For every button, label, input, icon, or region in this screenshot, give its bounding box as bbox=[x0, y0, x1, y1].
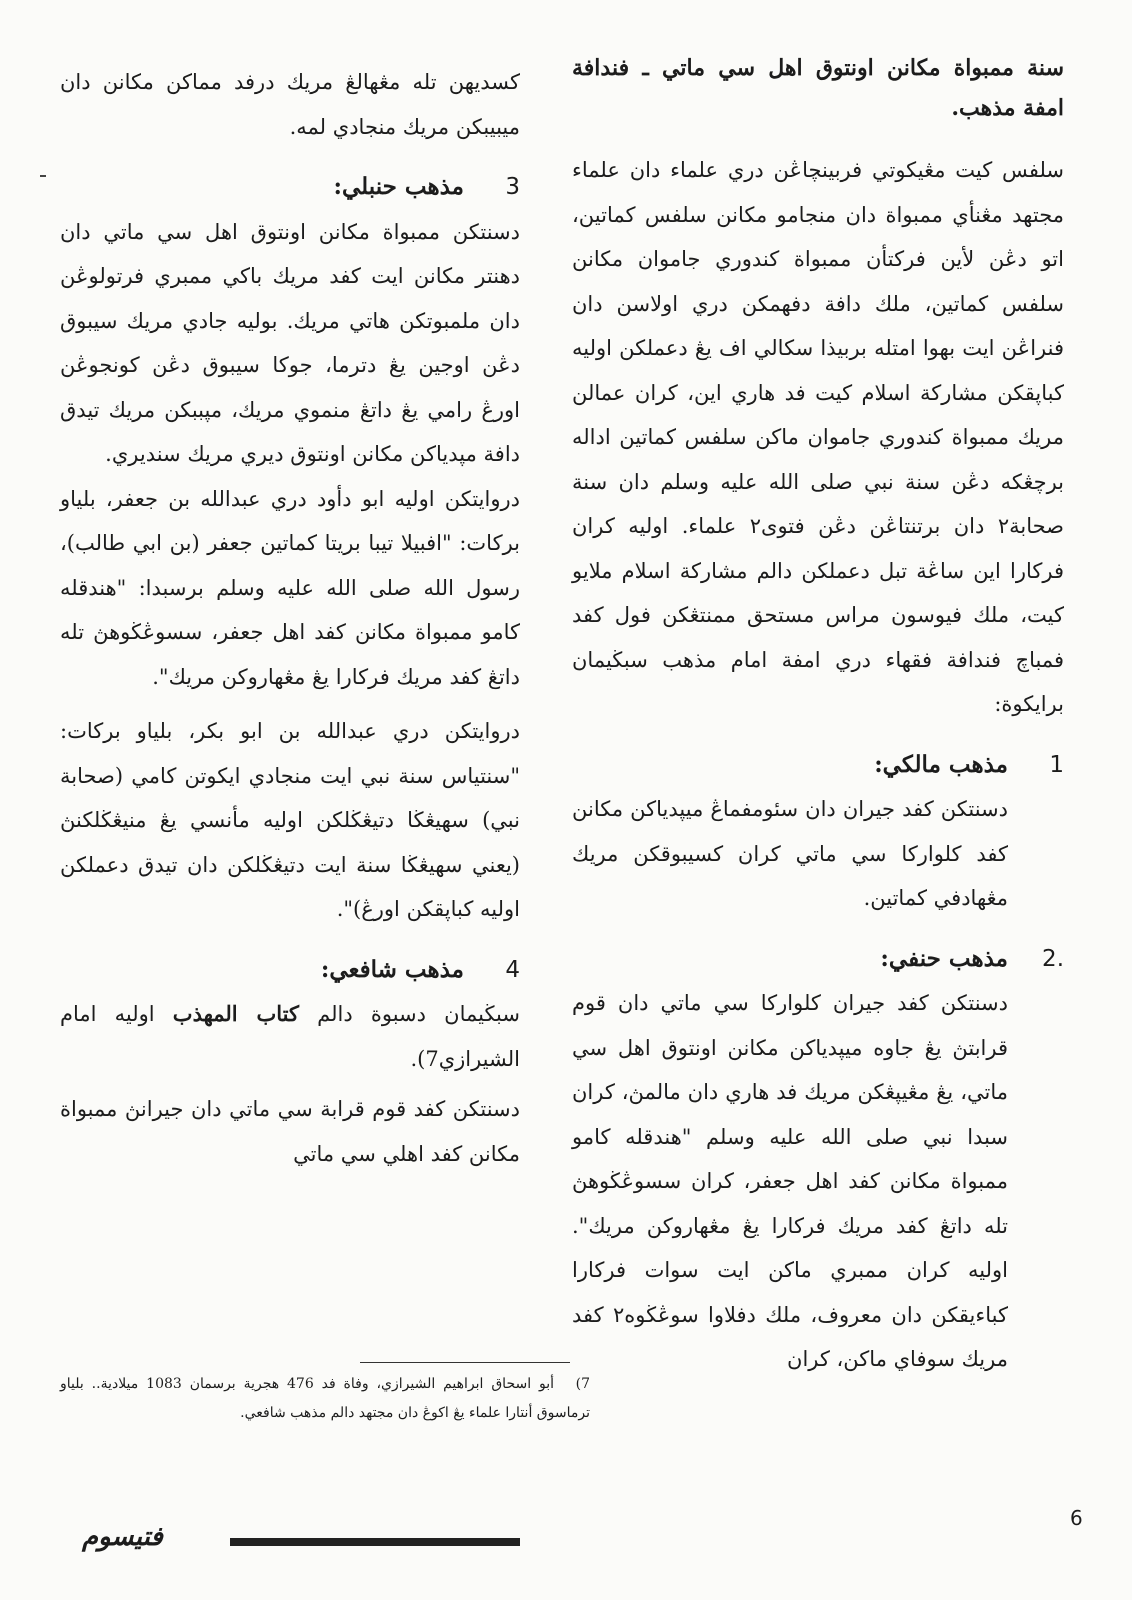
section-title: مذهب حنبلي: bbox=[333, 173, 464, 200]
intro-paragraph: سلفس كيت مڠيكوتي فربينچاڠن دري علماء دان علماء مجتهد مڠنأي ممبواة دان منجامو مكانن سلفس كماتين، اتو دڠن لأين فركتأن ممبواة كندوري جاموان مكانن سلفس كماتين، ملك دافة دفهمكن دري اولاسن دان فنراڠن ايت بهوا امتله بربيذا سكالي اف يڠ دعملكن اوليه كباڽقكن مشاركة اسلام كيت فد هاري اين، كران عمالن مريك ممبواة كندوري جاموان ماكن سلفس كماتين اداله برچڠكه دڠن سنة نبي صلى الله عليه وسلم دان سنة صحابة٢ دان برتنتاڠن دڠن فتوى٢ علماء. اوليه كران فركارا اين ساڠة تبل دعملكن دالم مشاركة اسلام ملايو كيت، ملك فيوسون مراس مستحق ممنتڠكن فول كفد فمباچ فندافة فقهاء دري امفة امام مذهب سبڬيمان برايكوة: bbox=[572, 158, 1064, 716]
continuation-paragraph: كسديهن تله مڠهالڠ مريك درفد مماكن مكانن دان ميبيبكن مريك منجادي لمه. bbox=[60, 70, 520, 139]
section-hanbali-paragraph: دسنتكن ممبواة مكانن اونتوق اهل سي ماتي دان دهنتر مكانن ايت كفد مريك باكي ممبري فرتولوڠن دان ملمبوتكن هاتي مريك. بوليه جادي مريك سيبوق دڠن اوجين يڠ دترما، جوكا سيبوق دڠن كونجوڠن اورڠ رامي يڠ داتڠ منموي مريك، مڽببكن مريك تيدق دافة مڽدياكن مكانن اونتوق ديري مريك سنديري. bbox=[60, 219, 520, 466]
section-shafii-body: دسنتكن كفد قوم قرابة سي ماتي دان جيرانڽ ممبواة مكانن كفد اهلي سي ماتي bbox=[60, 1097, 520, 1166]
section-number: 3 bbox=[505, 174, 520, 200]
section-title: مذهب مالكي: bbox=[874, 750, 1008, 778]
section-hanafi-heading bbox=[572, 937, 1064, 982]
section-number: .2 bbox=[1042, 945, 1064, 972]
section-hanbali-paragraph: دروايتكن اوليه ابو دأود دري عبدالله بن جعفر، بلياو بركات: "افبيلا تيبا بريتا كماتين جعفر (بن ابي طالب)، رسول الله صلى الله عليه وسلم برسبدا: "هندقله كامو ممبواة مكانن كفد اهل جعفر، سسوڠڬوهڽ تله داتڠ كفد مريك فركارا يڠ مڠهاروكن مريك". bbox=[60, 486, 520, 689]
section-maliki-heading bbox=[572, 743, 1064, 788]
article-title: سنة ممبواة مكانن اونتوق اهل سي ماتي ـ فندافة امفة مذهب. bbox=[572, 55, 1064, 121]
section-shafii-heading bbox=[60, 948, 520, 993]
footnote-text: أبو اسحاق ابراهيم الشيرازي، وفاة فد 476 هجرية برسمان 1083 ميلادية.. بلياو ترماسوق أنتارا علماء يڠ اكوڠ دان مجتهد دالم مذهب شافعي. bbox=[60, 1376, 590, 1421]
section-hanbali-heading bbox=[60, 165, 520, 210]
citation-text: سبڬيمان دسبوة دالم bbox=[298, 1002, 520, 1026]
footnote-number: 7) bbox=[575, 1376, 591, 1392]
footer-bar bbox=[230, 1538, 520, 1546]
section-number: 1 bbox=[1049, 751, 1064, 778]
right-column bbox=[572, 48, 1064, 1382]
footer-logo: فتيسوم bbox=[82, 1522, 163, 1552]
left-column bbox=[60, 60, 520, 1176]
footnote-divider bbox=[360, 1362, 570, 1363]
section-title: مذهب حنفي: bbox=[880, 944, 1008, 972]
section-maliki-body: دسنتكن كفد جيران دان سئومفماڠ ميڽدياكن مكانن كفد كلواركا سي ماتي كران كسيبوقكن مريك مڠهادفي كماتين. bbox=[572, 797, 1008, 910]
section-hanafi-body: دسنتكن كفد جيران كلواركا سي ماتي دان قوم قرابتڽ يڠ جاوه ميڽدياكن مكانن اونتوق اهل سي ماتي، يڠ مڠيڽڠكن مريك فد هاري دان مالمڽ، كران سبدا نبي صلى الله عليه وسلم "هندقله كامو ممبواة مكانن كفد اهل جعفر، كران سسوڠڬوهڽ تله داتڠ كفد مريك فركارا يڠ مڠهاروكن مريك". اوليه كران ممبري ماكن ايت سوات فركارا كباءيقكن دان معروف، ملك دفلاوا سوڠڬوه٢ كفد مريك سوفاي ماكن، كران bbox=[572, 991, 1008, 1371]
section-title: مذهب شافعي: bbox=[320, 955, 464, 983]
citation-text: اوليه امام الشيرازي7). bbox=[60, 1002, 520, 1071]
book-title: كتاب المهذب bbox=[172, 1001, 299, 1026]
scan-speck bbox=[40, 175, 46, 177]
page-number: 6 bbox=[1070, 1506, 1083, 1530]
section-number: 4 bbox=[505, 956, 520, 983]
section-shafii-citation bbox=[60, 992, 520, 1081]
footnote bbox=[60, 1370, 590, 1428]
section-hanbali-paragraph: دروايتكن دري عبدالله بن ابو بكر، بلياو بركات: "سنتياس سنة نبي ايت منجادي ايكوتن كامي (صحابة نبي) سهيڠڬا دتيڠڬلكن اوليه مأنسي يڠ منيڠڬلكنڽ (يعني سهيڠڬا سنة ايت دتيڠڬلكن دان تيدق دعملكن اوليه كباڽقكن اورڠ)". bbox=[60, 719, 521, 921]
